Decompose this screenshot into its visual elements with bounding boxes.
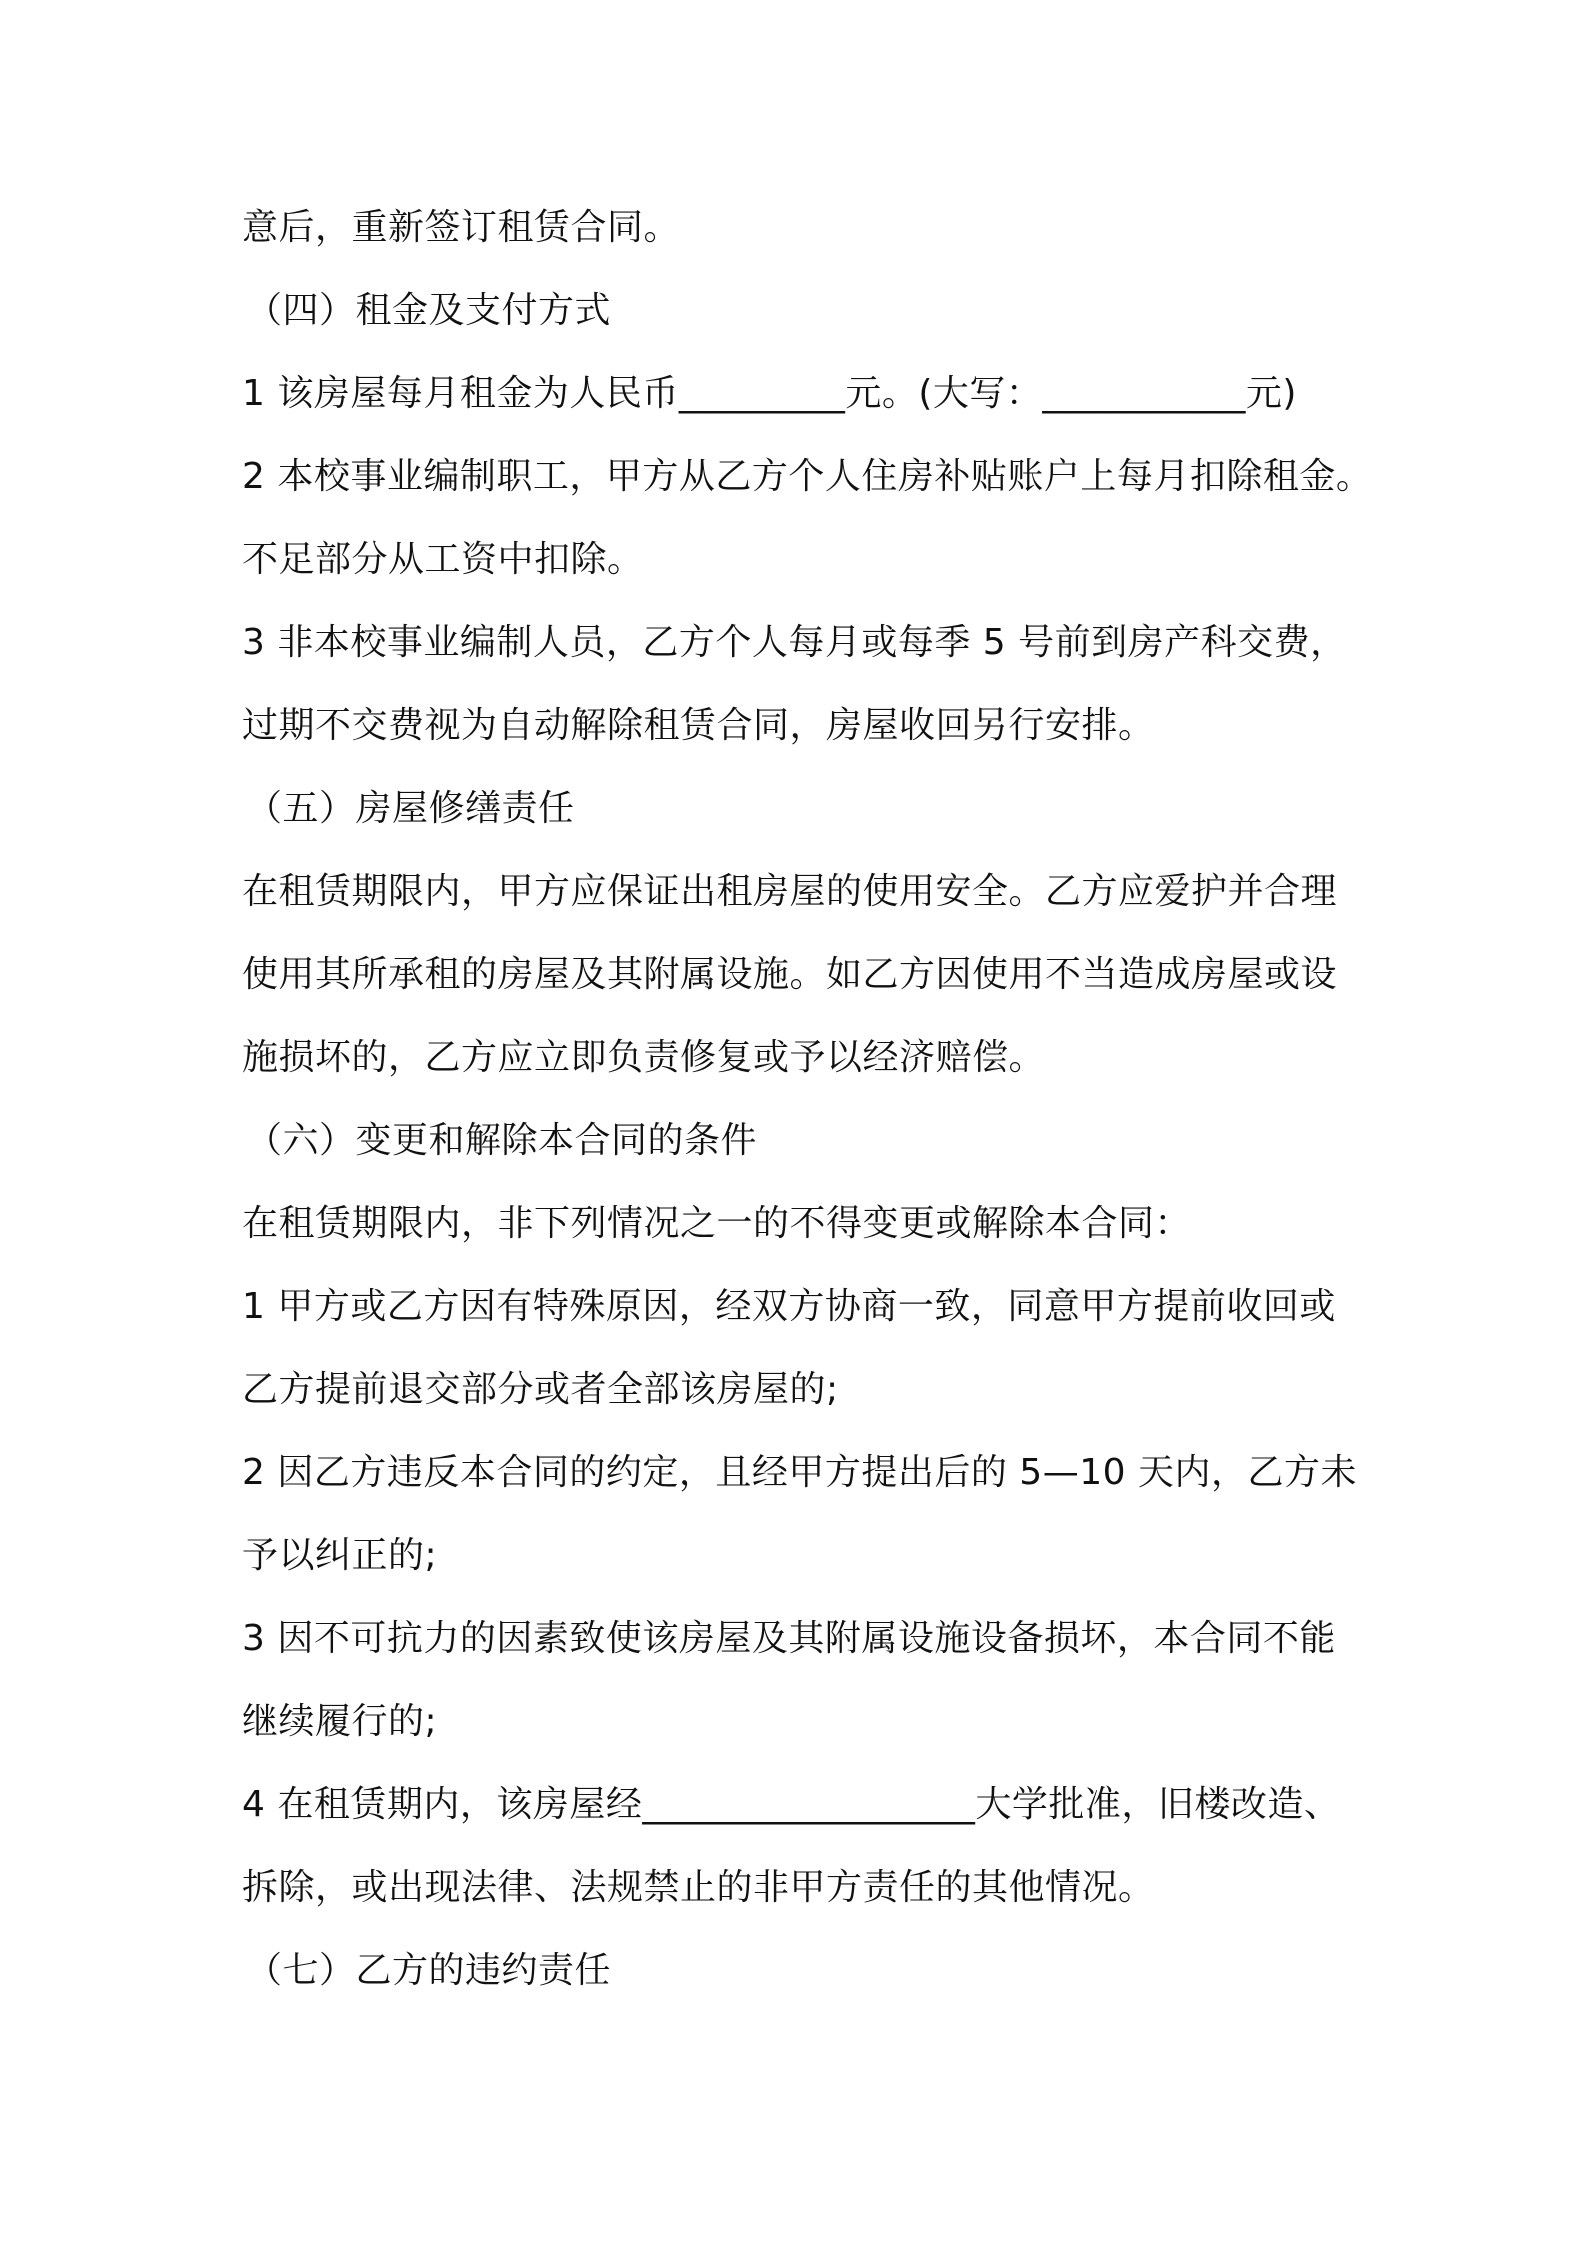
paragraph-line: 4 在租赁期内，该房屋经__________________大学批准，旧楼改造、: [242, 1784, 1341, 1825]
paragraph-line: 3 因不可抗力的因素致使该房屋及其附属设施设备损坏，本合同不能: [242, 1618, 1336, 1659]
section-heading: （四）租金及支付方式: [246, 290, 612, 331]
paragraph-line: 意后，重新签订租赁合同。: [242, 207, 681, 248]
paragraph-line: 不足部分从工资中扣除。: [242, 539, 644, 580]
paragraph-line: 使用其所承租的房屋及其附属设施。如乙方因使用不当造成房屋或设: [242, 954, 1338, 995]
paragraph-line: 2 因乙方违反本合同的约定，且经甲方提出后的 5—10 天内，乙方未: [242, 1452, 1357, 1493]
paragraph-line: 施损坏的，乙方应立即负责修复或予以经济赔偿。: [242, 1037, 1046, 1078]
paragraph-line: 继续履行的;: [242, 1701, 438, 1742]
paragraph-line: 在租赁期限内，甲方应保证出租房屋的使用安全。乙方应爱护并合理: [242, 871, 1338, 912]
paragraph-line: 在租赁期限内，非下列情况之一的不得变更或解除本合同：: [242, 1203, 1192, 1244]
paragraph-line: 1 甲方或乙方因有特殊原因，经双方协商一致，同意甲方提前收回或: [242, 1286, 1336, 1327]
paragraph-line: 1 该房屋每月租金为人民币_________元。(大写：___________元): [242, 373, 1297, 414]
section-heading: （五）房屋修缮责任: [246, 788, 575, 829]
paragraph-line: 予以纠正的;: [242, 1535, 438, 1576]
paragraph-line: 拆除，或出现法律、法规禁止的非甲方责任的其他情况。: [242, 1867, 1155, 1908]
paragraph-line: 2 本校事业编制职工，甲方从乙方个人住房补贴账户上每月扣除租金。: [242, 456, 1373, 497]
paragraph-line: 3 非本校事业编制人员，乙方个人每月或每季 5 号前到房产科交费，: [242, 622, 1347, 663]
section-heading: （六）变更和解除本合同的条件: [246, 1120, 758, 1161]
paragraph-line: 过期不交费视为自动解除租赁合同，房屋收回另行安排。: [242, 705, 1155, 746]
section-heading: （七）乙方的违约责任: [246, 1950, 612, 1991]
paragraph-line: 乙方提前退交部分或者全部该房屋的;: [242, 1369, 839, 1410]
